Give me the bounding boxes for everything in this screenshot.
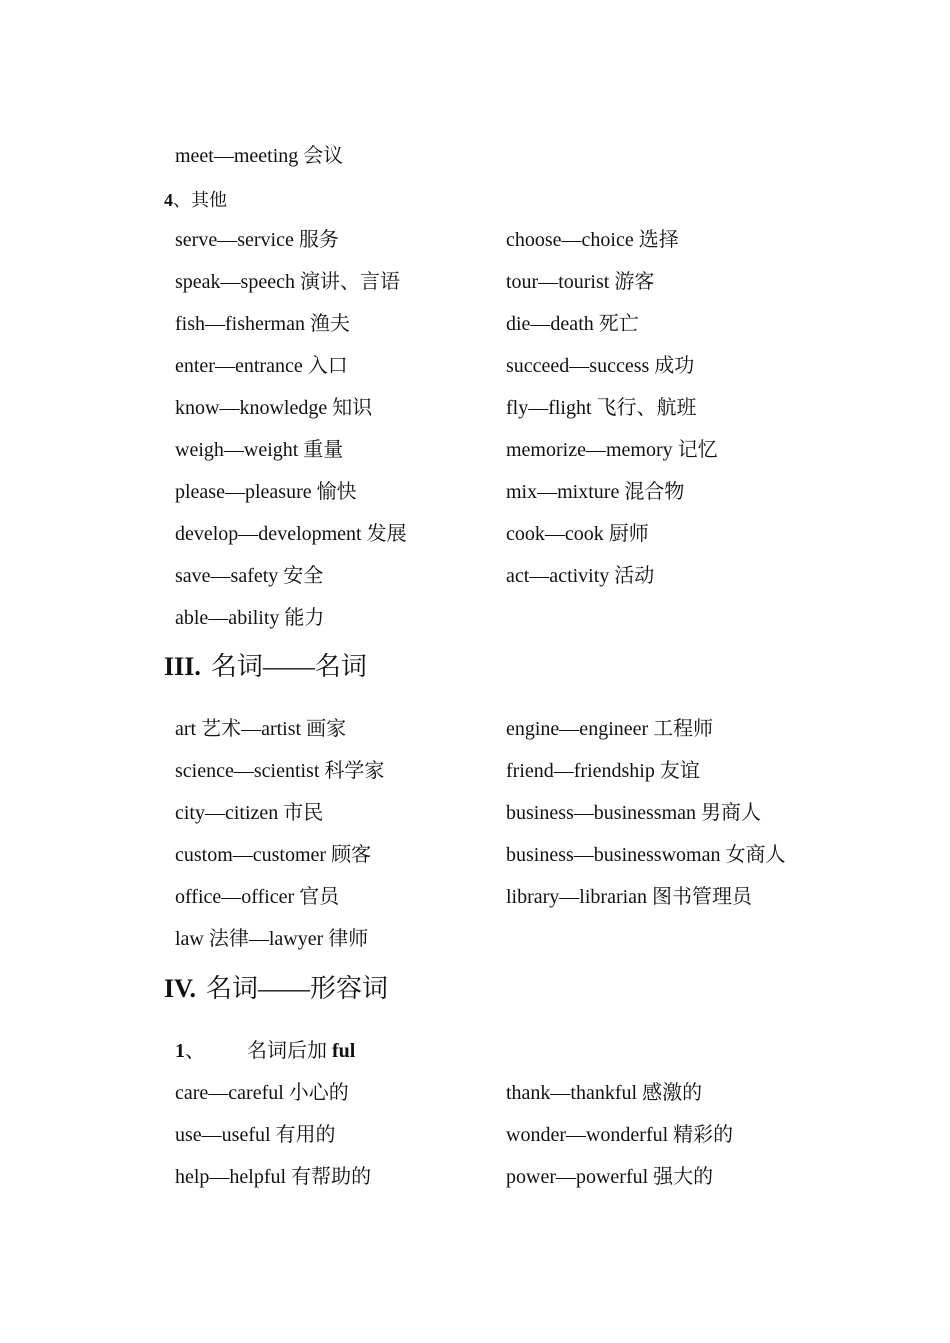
word-pair: office—officer 官员: [175, 886, 340, 908]
word-pair: science—scientist 科学家: [175, 760, 385, 782]
word-pair: act—activity 活动: [506, 565, 655, 587]
subsection-label: 其他: [191, 190, 227, 210]
subsection-number: 1: [175, 1040, 185, 1062]
word-pair: save—safety 安全: [175, 565, 324, 587]
word-pair: law 法律—lawyer 律师: [175, 928, 369, 950]
section-title: 名词——名词: [210, 652, 367, 681]
word-pair: custom—customer 顾客: [175, 844, 372, 866]
word-pair: help—helpful 有帮助的: [175, 1166, 372, 1188]
word-pair: know—knowledge 知识: [175, 397, 373, 419]
word-pair: library—librarian 图书管理员: [506, 886, 753, 908]
word-pair: friend—friendship 友谊: [506, 760, 700, 782]
word-pair: business—businesswoman 女商人: [506, 844, 786, 866]
word-pair: weigh—weight 重量: [175, 439, 344, 461]
section-number: IV.: [164, 974, 197, 1003]
word-pair: use—useful 有用的: [175, 1124, 336, 1146]
word-pair: succeed—success 成功: [506, 355, 695, 377]
section-number: III.: [164, 652, 201, 681]
word-pair: mix—mixture 混合物: [506, 481, 685, 503]
word-pair: speak—speech 演讲、言语: [175, 271, 400, 293]
word-pair: art 艺术—artist 画家: [175, 718, 347, 740]
subsection-label: 名词后加: [247, 1040, 332, 1062]
word-pair: thank—thankful 感激的: [506, 1082, 703, 1104]
word-pair: please—pleasure 愉快: [175, 481, 357, 503]
word-pair: able—ability 能力: [175, 607, 325, 629]
word-pair: power—powerful 强大的: [506, 1166, 714, 1188]
section-3-heading: [164, 651, 367, 683]
word-pair: fly—flight 飞行、航班: [506, 397, 697, 419]
word-pair: serve—service 服务: [175, 229, 339, 251]
subsection-number: 4: [164, 190, 173, 210]
word-pair-meet: meet—meeting 会议: [175, 145, 344, 167]
word-pair: enter—entrance 入口: [175, 355, 348, 377]
word-pair: city—citizen 市民: [175, 802, 324, 824]
subsection-4-heading: [164, 189, 227, 211]
subsection-separator: 、: [185, 1040, 205, 1062]
subsection-suffix: ful: [332, 1040, 356, 1062]
word-pair: fish—fisherman 渔夫: [175, 313, 350, 335]
word-pair: memorize—memory 记忆: [506, 439, 718, 461]
word-pair: develop—development 发展: [175, 523, 407, 545]
word-pair: choose—choice 选择: [506, 229, 679, 251]
section-4-heading: [164, 973, 388, 1005]
word-pair: engine—engineer 工程师: [506, 718, 714, 740]
word-pair: tour—tourist 游客: [506, 271, 655, 293]
word-pair: business—businessman 男商人: [506, 802, 761, 824]
subsection-separator: 、: [173, 190, 191, 210]
word-pair: die—death 死亡: [506, 313, 639, 335]
word-pair: wonder—wonderful 精彩的: [506, 1124, 734, 1146]
section-title: 名词——形容词: [206, 974, 389, 1003]
subsection-1-heading: [175, 1039, 355, 1063]
word-pair: care—careful 小心的: [175, 1082, 349, 1104]
word-pair: cook—cook 厨师: [506, 523, 649, 545]
